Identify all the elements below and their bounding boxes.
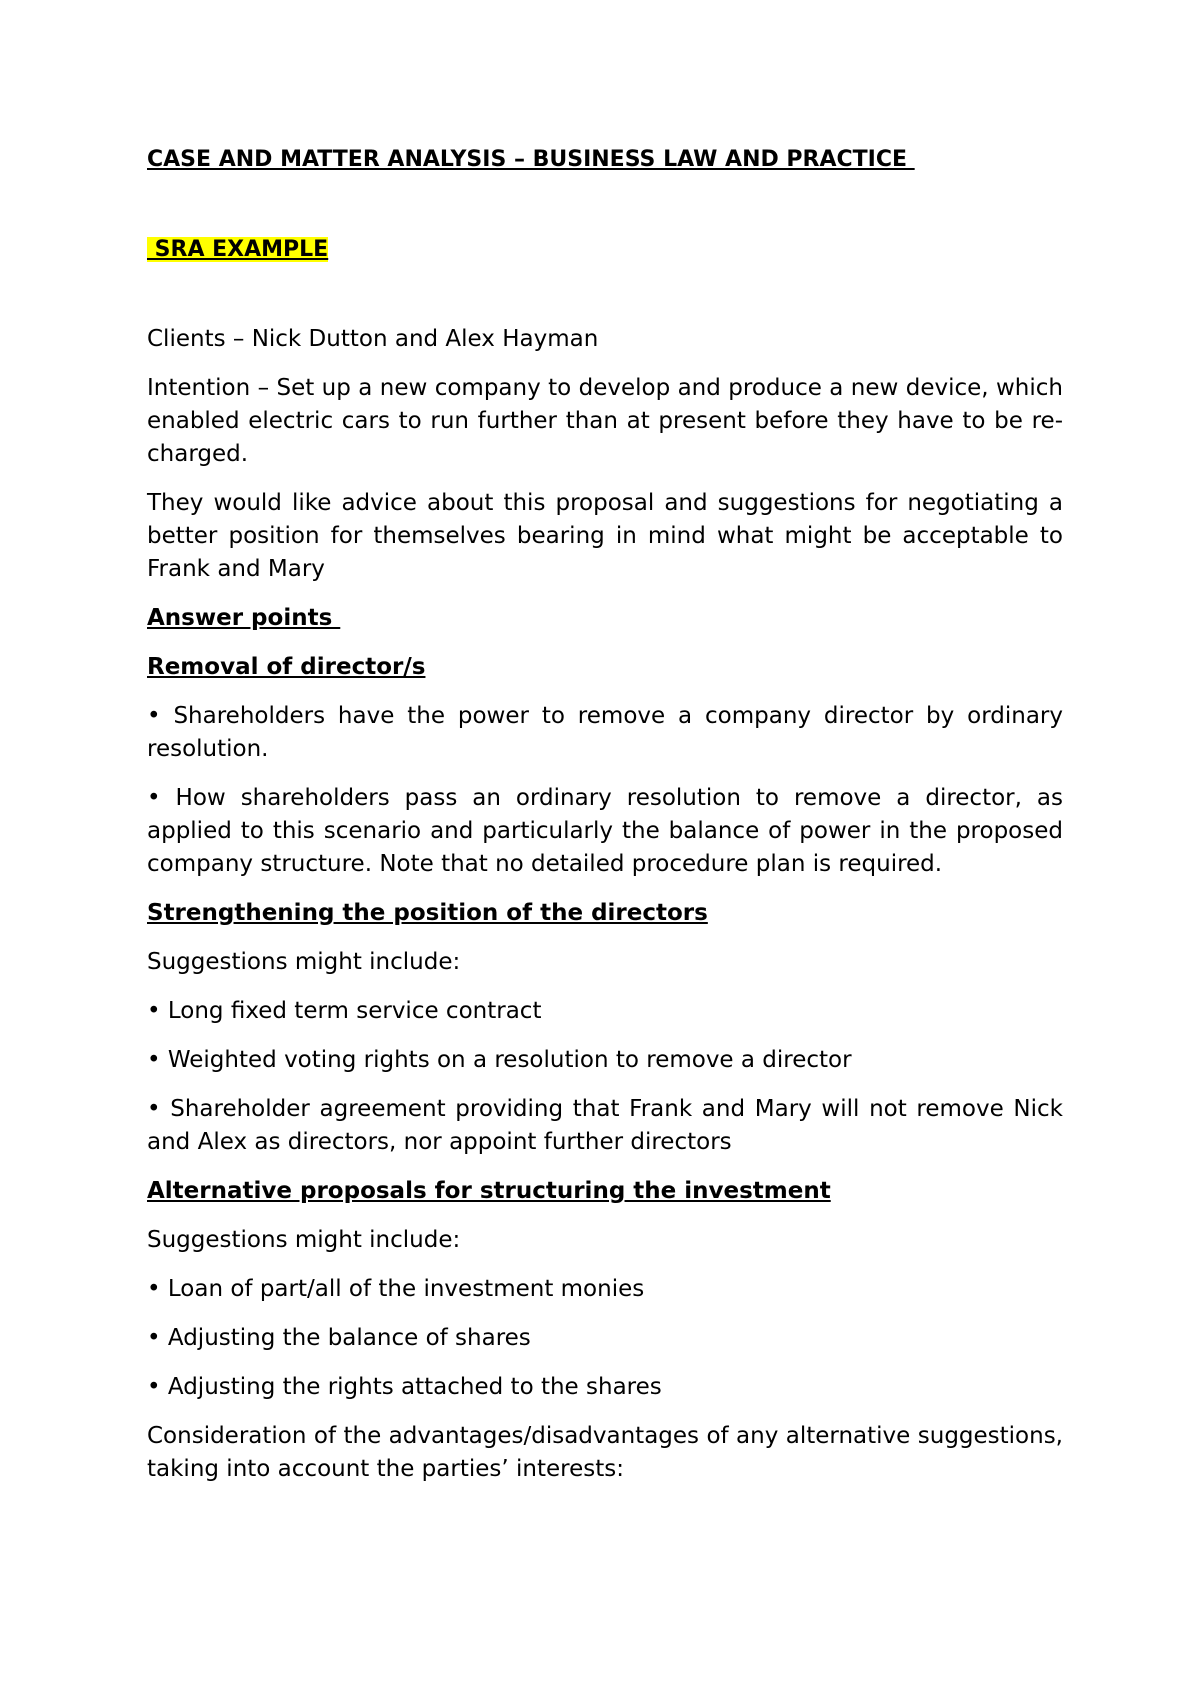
spacer <box>147 176 1063 233</box>
spacer <box>147 266 1063 323</box>
clients-line: Clients – Nick Dutton and Alex Hayman <box>147 326 599 352</box>
example-label-line <box>147 233 1063 266</box>
alternative-bullet-2: • Adjusting the balance of shares <box>147 1325 531 1351</box>
example-label: SRA EXAMPLE <box>147 237 329 262</box>
alternative-bullet-3: • Adjusting the rights attached to the shares <box>147 1374 662 1400</box>
answer-points-heading: Answer points <box>147 605 341 631</box>
strengthening-bullet-2: • Weighted voting rights on a resolution to remove a director <box>147 1047 852 1073</box>
strengthening-heading: Strengthening the position of the directors <box>147 900 708 926</box>
removal-heading: Removal of director/s <box>147 654 426 680</box>
intention-paragraph: Intention – Set up a new company to develop and produce a new device, which enabled electric cars to run further than at present before they have to be re-charged. <box>147 375 1063 467</box>
strengthening-bullet-1: • Long fixed term service contract <box>147 998 542 1024</box>
alternative-intro: Suggestions might include: <box>147 1227 461 1253</box>
removal-bullet-2: • How shareholders pass an ordinary resolution to remove a director, as applied to this scenario and particularly the balance of power in the proposed company structure. Note that no detailed procedure plan is required. <box>147 785 1063 877</box>
document-body <box>147 143 1063 1502</box>
consideration-paragraph: Consideration of the advantages/disadvantages of any alternative suggestions, taking into account the parties’ interests: <box>147 1423 1063 1482</box>
alternative-heading: Alternative proposals for structuring the investment <box>147 1178 831 1204</box>
removal-bullet-1: • Shareholders have the power to remove a company director by ordinary resolution. <box>147 703 1063 762</box>
advice-paragraph: They would like advice about this proposal and suggestions for negotiating a better position for themselves bearing in mind what might be acceptable to Frank and Mary <box>147 490 1063 582</box>
alternative-bullet-1: • Loan of part/all of the investment monies <box>147 1276 645 1302</box>
strengthening-bullet-3: • Shareholder agreement providing that Frank and Mary will not remove Nick and Alex as directors, nor appoint further directors <box>147 1096 1063 1155</box>
document-title: CASE AND MATTER ANALYSIS – BUSINESS LAW AND PRACTICE <box>147 147 915 172</box>
strengthening-intro: Suggestions might include: <box>147 949 461 975</box>
